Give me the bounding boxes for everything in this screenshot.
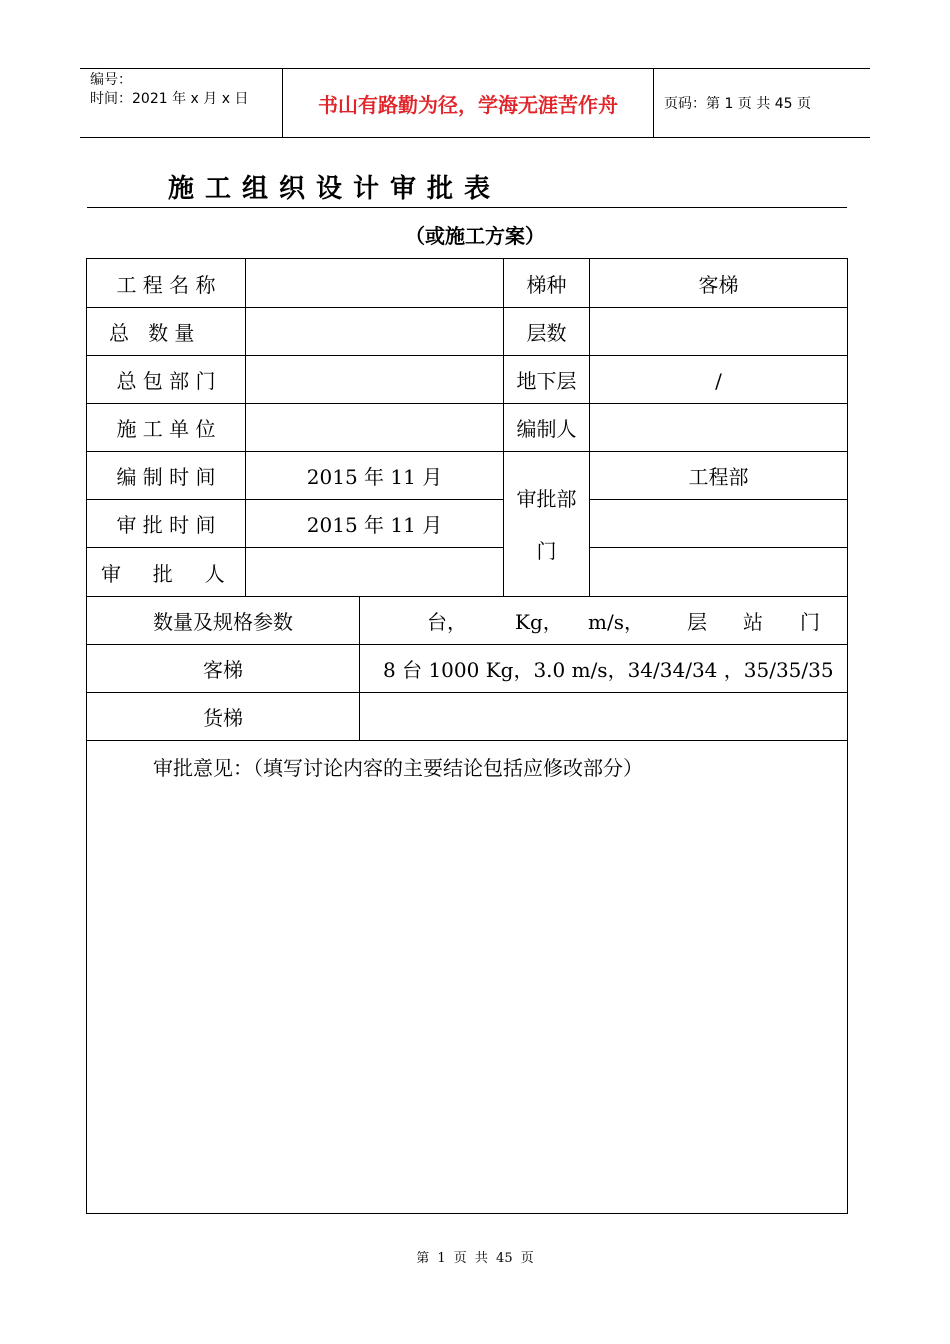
compile-time-label: 编 制 时 间 <box>116 465 216 489</box>
approve-time-label: 审 批 时 间 <box>116 513 216 537</box>
document-subtitle: （或施工方案） <box>405 224 545 248</box>
page-footer: 第 1 页 共 45 页 <box>416 1251 534 1266</box>
total-qty-label: 总 数 量 <box>109 321 195 345</box>
approve-dept-label-line2: 门 <box>536 539 557 563</box>
row-divider <box>589 547 847 548</box>
page-header <box>80 68 870 138</box>
header-meta <box>80 69 282 137</box>
col-divider <box>245 259 246 596</box>
floors-label: 层数 <box>526 321 567 345</box>
header-motto: 书山有路勤为径，学海无涯苦作舟 <box>282 69 654 137</box>
compiler-label: 编制人 <box>516 417 577 441</box>
spec-unit-speed: m/s， <box>588 610 644 634</box>
elevator-type-value: 客梯 <box>698 273 739 297</box>
approver-label: 审 批 人 <box>101 562 225 586</box>
number-label: 编号： <box>90 72 132 88</box>
row-divider <box>87 403 847 404</box>
row-divider <box>87 644 847 645</box>
approval-form <box>86 258 848 1214</box>
approve-time-value: 2015 年 11 月 <box>306 513 443 537</box>
freight-label: 货梯 <box>203 706 243 730</box>
row-divider <box>589 499 847 500</box>
row-divider <box>87 692 847 693</box>
spec-unit-kg: Kg， <box>515 610 563 634</box>
passenger-value: 8 台 1000 Kg，3.0 m/s，34/34/34 ，35/35/35 <box>383 658 834 682</box>
row-divider <box>87 451 847 452</box>
underground-value: / <box>715 369 722 393</box>
spec-unit-stops: 站 <box>743 610 763 634</box>
document-title: 施工组织设计审批表 <box>168 174 502 204</box>
project-name-label: 工 程 名 称 <box>116 273 216 297</box>
time-label: 时间：2021 年 x 月 x 日 <box>90 91 249 107</box>
row-divider <box>87 547 503 548</box>
row-divider <box>87 307 847 308</box>
title-divider <box>87 207 847 208</box>
header-page-info: 页码：第 1 页 共 45 页 <box>664 96 811 112</box>
construction-unit-label: 施 工 单 位 <box>116 417 216 441</box>
col-divider <box>589 259 590 596</box>
spec-unit-floors: 层 <box>687 610 707 634</box>
compile-time-value: 2015 年 11 月 <box>306 465 443 489</box>
col-divider <box>359 596 360 740</box>
underground-label: 地下层 <box>516 369 577 393</box>
general-dept-label: 总 包 部 门 <box>116 369 216 393</box>
spec-label: 数量及规格参数 <box>153 610 293 634</box>
row-divider <box>87 355 847 356</box>
elevator-type-label: 梯种 <box>526 273 567 297</box>
approve-dept-value: 工程部 <box>688 465 749 489</box>
spec-unit-doors: 门 <box>800 610 820 634</box>
row-divider <box>87 596 847 597</box>
row-divider <box>87 740 847 741</box>
opinion-label: 审批意见：（填写讨论内容的主要结论包括应修改部分） <box>153 756 643 780</box>
row-divider <box>87 499 503 500</box>
spec-unit-count: 台， <box>427 610 467 634</box>
passenger-label: 客梯 <box>203 658 243 682</box>
approve-dept-label-line1: 审批部 <box>516 487 577 511</box>
